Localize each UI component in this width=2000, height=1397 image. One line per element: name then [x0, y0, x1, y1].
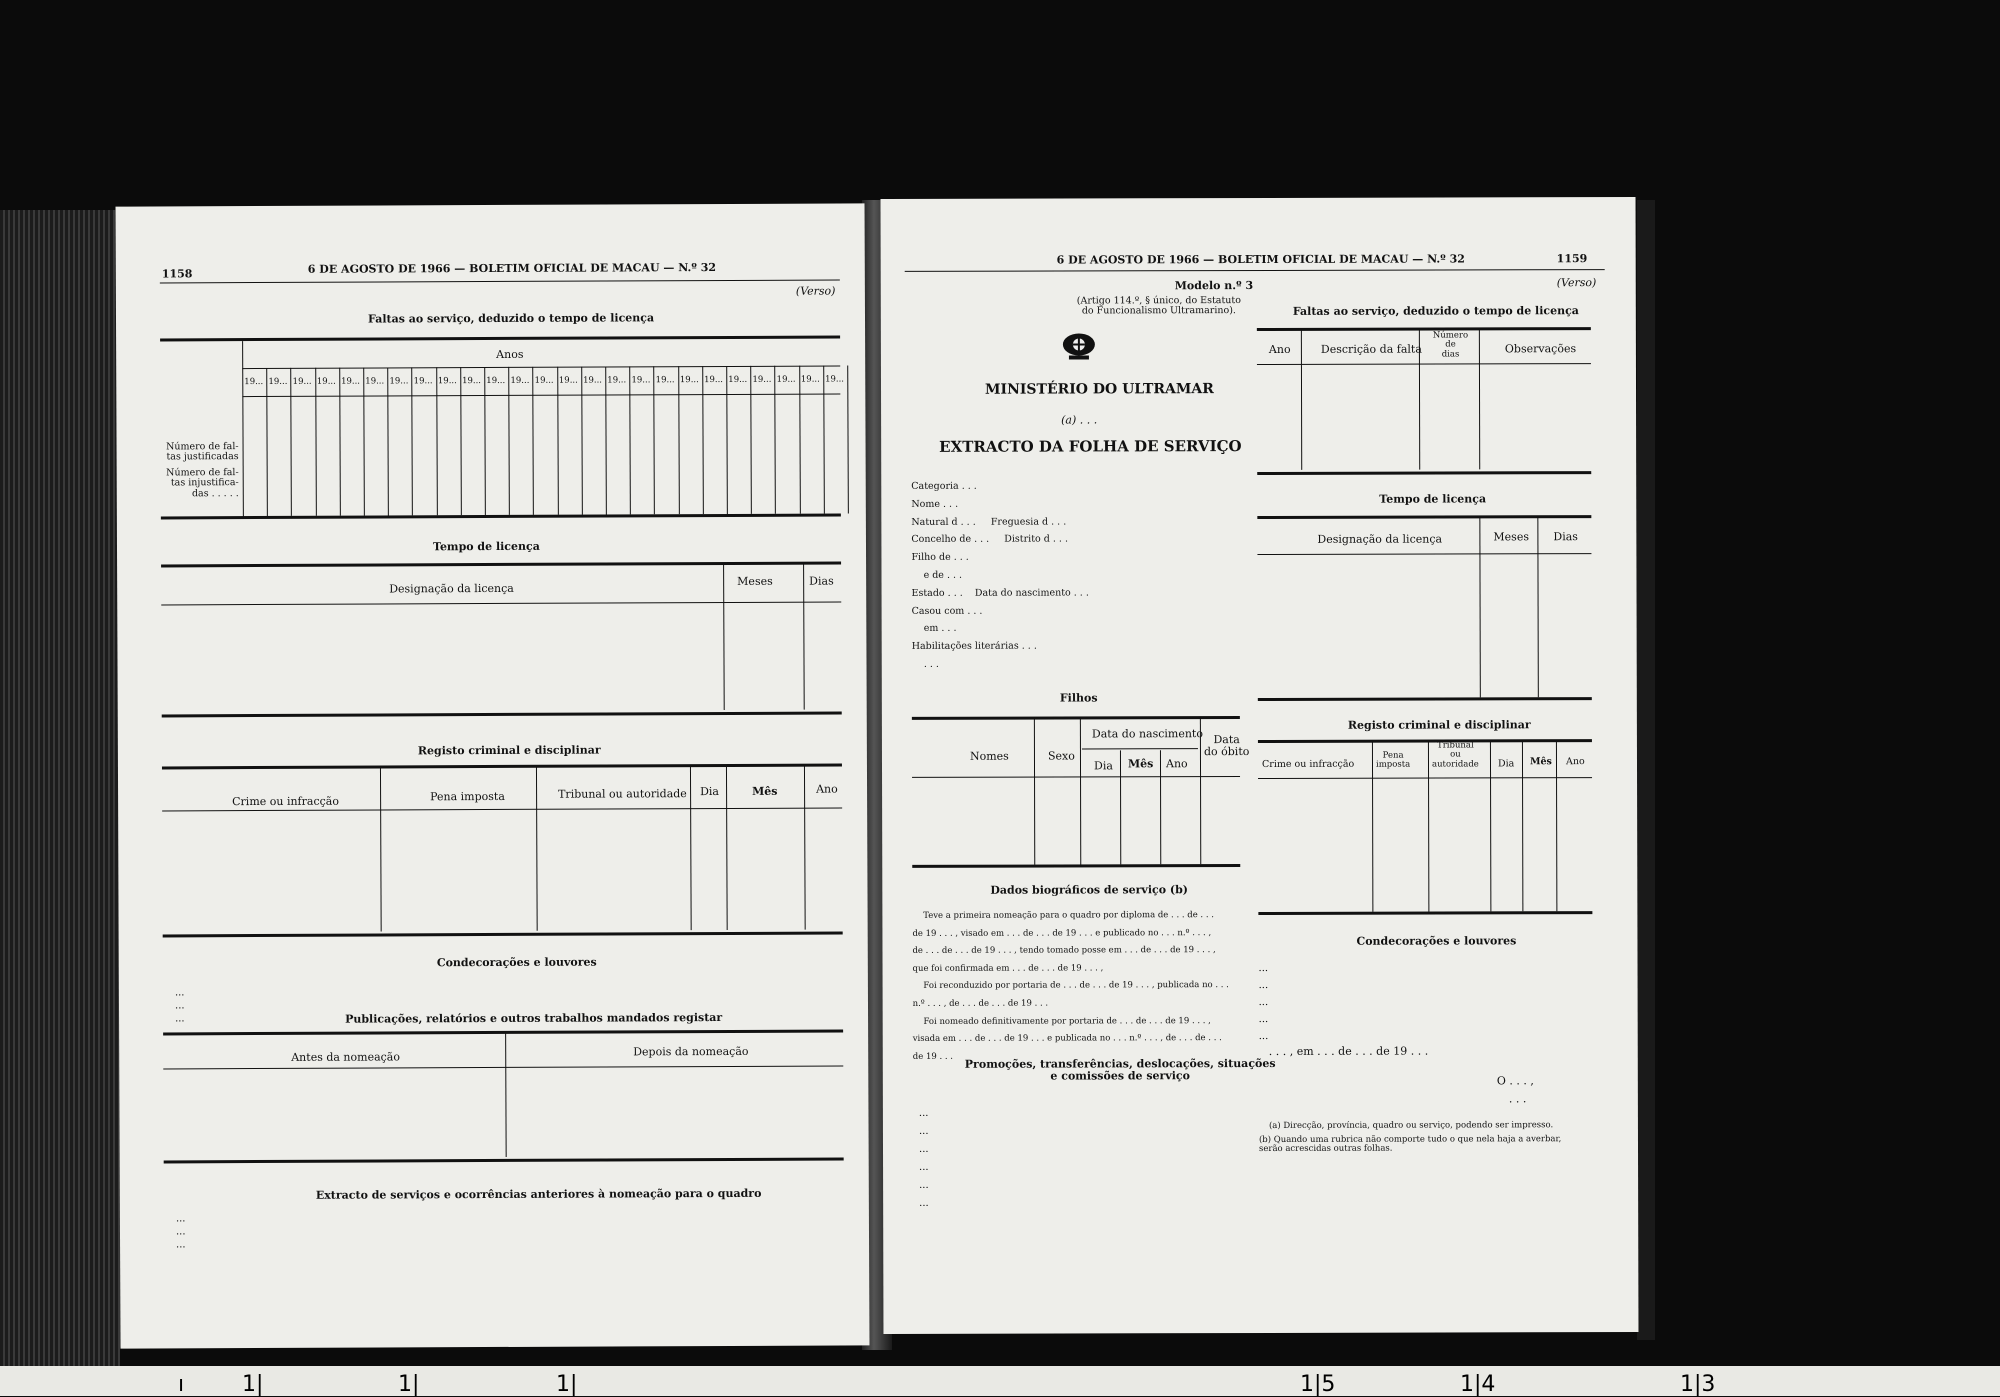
crime-header: Crime ou infracção: [1261, 758, 1355, 770]
year-cell-label: 19...: [389, 376, 409, 387]
verso-label: (Verso): [1556, 276, 1597, 290]
em-line: . . . , em . . . de . . . de 19 . . .: [1268, 1044, 1429, 1058]
row-injustificadas: Número de fal- tas injustifica- das . . . . .: [166, 467, 239, 500]
publicacoes-title: Publicações, relatórios e outros trabalhos mandados registar: [345, 1011, 723, 1026]
strip-mark: 1|: [242, 1372, 264, 1397]
tempo-div-1: [1479, 517, 1480, 697]
strip-mark: 1|: [556, 1372, 578, 1397]
year-column-divider: [581, 367, 583, 515]
book-right-edge: [1637, 200, 1655, 1340]
year-column-divider: [508, 367, 510, 515]
dias-header: Dias: [1553, 530, 1578, 544]
year-column-divider: [726, 366, 728, 514]
registo-div-1: [1372, 742, 1373, 912]
ministerio-title: MINISTÉRIO DO ULTRAMAR: [984, 381, 1214, 398]
faltas-top-rule: [1257, 327, 1591, 331]
designacao-header: Designação da licença: [389, 581, 514, 596]
anos-label: Anos: [496, 347, 524, 361]
f-num-header: Número de dias: [1432, 330, 1469, 360]
registo-header-rule: [1258, 777, 1592, 779]
crime-header: Crime ou infracção: [232, 794, 339, 809]
registo-div-1: [380, 767, 382, 931]
year-column-divider: [291, 368, 293, 516]
tempo-header-rule: [161, 601, 841, 605]
footnote-b: (b) Quando uma rubrica não comporte tudo o que nela haja a averbar, serão acrescidas outras folhas.: [1258, 1134, 1562, 1155]
personal-field: Nome . . .: [911, 498, 959, 510]
verso-label: (Verso): [795, 284, 836, 298]
year-cell-label: 19...: [316, 376, 336, 387]
f-ano-header: Ano: [1268, 342, 1291, 356]
left-page: [116, 203, 870, 1348]
registo-div-4: [1522, 741, 1523, 911]
year-column-divider: [412, 367, 414, 515]
condec-title: Condecorações e louvores: [1356, 934, 1517, 948]
tempo-top-rule: [161, 561, 841, 567]
page-number: 1159: [1556, 252, 1588, 266]
header-rule: [905, 269, 1605, 272]
promocoes-dots: ... ... ... ... ... ...: [918, 1107, 929, 1209]
registo-title: Registo criminal e disciplinar: [417, 743, 601, 758]
coat-of-arms-emblem: [1059, 330, 1099, 362]
dados-line: n.º . . . , de . . . de . . . de 19 . . .: [912, 998, 1049, 1009]
year-cell-label: 19...: [462, 376, 482, 387]
year-cell-label: 19...: [534, 375, 554, 386]
personal-field: Categoria . . .: [911, 480, 977, 492]
mes-header: Mês: [1529, 756, 1552, 768]
registo-title: Registo criminal e disciplinar: [1347, 718, 1531, 732]
f-desc-header: Descrição da falta: [1320, 342, 1422, 356]
modelo-label: Modelo n.º 3: [1174, 279, 1254, 293]
year-column-divider: [484, 367, 486, 515]
filhos-div-2: [1080, 718, 1081, 864]
year-cell-label: 19...: [292, 376, 312, 387]
year-cell-label: 19...: [558, 375, 578, 386]
year-cell-label: 19...: [752, 374, 772, 385]
personal-field: . . .: [911, 658, 939, 670]
registo-div-5: [1556, 741, 1557, 911]
year-column-divider: [266, 368, 268, 516]
page-header: 6 DE AGOSTO DE 1966 — BOLETIM OFICIAL DE MACAU — N.º 32: [1056, 252, 1465, 267]
personal-field: Natural d . . . Freguesia d . . .: [911, 516, 1067, 528]
tempo-bottom-rule: [162, 711, 842, 717]
antes-header: Antes da nomeação: [291, 1050, 401, 1064]
pena-header: Pena imposta: [430, 789, 505, 804]
registo-div-4: [726, 766, 728, 930]
tempo-bottom-rule: [1258, 697, 1592, 701]
filhos-top-rule: [912, 716, 1240, 720]
personal-field: Concelho de . . . Distrito d . . .: [911, 533, 1068, 546]
extracto-title: EXTRACTO DA FOLHA DE SERVIÇO: [939, 437, 1242, 456]
year-column-divider: [654, 366, 656, 514]
year-cell-label: 19...: [583, 375, 603, 386]
tempo-col-div-1: [723, 564, 725, 710]
year-column-divider: [605, 366, 607, 514]
filhos-div-4: [1160, 750, 1161, 864]
ano-header: Ano: [816, 782, 838, 796]
registo-div-5: [804, 766, 806, 930]
year-cell-label: 19...: [413, 376, 433, 387]
registo-bottom-rule: [1258, 911, 1592, 915]
f-obs-header: Observações: [1504, 342, 1577, 356]
tempo-title: Tempo de licença: [1379, 492, 1487, 506]
strip-mark: 1|3: [1680, 1372, 1716, 1397]
year-column-divider: [436, 367, 438, 515]
year-column-divider: [315, 368, 317, 516]
year-column-divider: [799, 366, 801, 514]
faltas-title: Faltas ao serviço, deduzido o tempo de licença: [1292, 304, 1579, 318]
data-obito-header: Data do óbito: [1203, 733, 1250, 759]
year-column-divider: [702, 366, 704, 514]
year-cell-label: 19...: [679, 375, 699, 386]
registo-div-3: [1490, 741, 1491, 911]
dados-title: Dados biográficos de serviço (b): [990, 883, 1188, 897]
year-column-divider: [557, 367, 559, 515]
registo-top-rule: [162, 763, 842, 769]
year-cell-label: 19...: [655, 375, 675, 386]
faltas-header-rule: [1257, 363, 1591, 365]
a-note: (a) . . .: [1061, 413, 1098, 427]
year-column-divider: [533, 367, 535, 515]
year-cell-label: 19...: [486, 375, 506, 387]
year-cell-label: 19...: [437, 376, 457, 387]
registo-bottom-rule: [163, 931, 843, 937]
registo-div-3: [690, 766, 692, 930]
personal-field: Filho de . . .: [911, 551, 969, 564]
year-cell-label: 19...: [776, 374, 796, 385]
faltas-title: Faltas ao serviço, deduzido o tempo de licença: [367, 311, 655, 326]
filhos-bottom-rule: [912, 864, 1240, 868]
year-cell-label: 19...: [510, 375, 530, 386]
registo-div-2: [536, 767, 538, 931]
strip-mark: 1|: [398, 1372, 420, 1397]
year-cell-label: 19...: [704, 374, 724, 386]
page-header: 6 DE AGOSTO DE 1966 — BOLETIM OFICIAL DE MACAU — N.º 32: [307, 261, 717, 276]
personal-field: Casou com . . .: [911, 605, 983, 617]
year-column-divider: [775, 366, 777, 514]
year-column-divider: [363, 368, 365, 516]
ano-header: Ano: [1565, 756, 1585, 768]
filhos-title: Filhos: [1059, 691, 1098, 705]
filhos-header-rule: [912, 776, 1240, 778]
dados-line: Foi nomeado definitivamente por portaria de . . . de . . . de 19 . . . ,: [912, 1015, 1211, 1027]
nascimento-subrule: [1082, 748, 1198, 749]
publicacoes-header-rule: [163, 1065, 843, 1069]
strip-mark: ı: [178, 1372, 185, 1397]
footnote-a: (a) Direcção, província, quadro ou serviço, podendo ser impresso.: [1268, 1120, 1554, 1131]
condec-dots: ... ... ... ... ...: [1258, 962, 1269, 1043]
year-cell-label: 19...: [341, 376, 361, 387]
year-column-divider: [750, 366, 752, 514]
year-column-divider: [678, 366, 680, 514]
year-cell-label: 19...: [800, 374, 820, 385]
publicacoes-bottom-rule: [164, 1157, 844, 1163]
right-page: [881, 197, 1639, 1334]
personal-fields: [911, 480, 1089, 676]
year-cell-label: 19...: [268, 376, 288, 387]
sexo-header: Sexo: [1047, 749, 1075, 763]
strip-mark: 1|5: [1300, 1372, 1336, 1397]
mes-header: Mês: [752, 784, 778, 798]
promocoes-title: Promoções, transferências, deslocações, situações e comissões de serviço: [964, 1056, 1276, 1083]
year-cell-label: 19...: [825, 374, 845, 385]
tempo-title: Tempo de licença: [432, 539, 540, 554]
faltas-top-rule: [160, 335, 840, 341]
dados-text: [912, 910, 1229, 1069]
o-line: O . . . ,: [1496, 1074, 1534, 1088]
tempo-col-div-2: [803, 564, 805, 710]
year-column-divider: [339, 368, 341, 516]
ano-header: Ano: [1165, 757, 1188, 771]
dados-line: de 19 . . .: [912, 1051, 953, 1062]
year-cell-label: 19...: [244, 376, 264, 388]
dias-header: Dias: [809, 574, 834, 588]
header-rule: [160, 279, 840, 283]
personal-field: Habilitações literárias . . .: [911, 640, 1037, 653]
year-cells: [116, 203, 865, 206]
nomes-header: Nomes: [969, 749, 1009, 763]
personal-field: e de . . .: [911, 569, 963, 581]
faltas-bottom-rule: [161, 513, 841, 519]
data-nascimento-header: Data do nascimento: [1091, 727, 1203, 741]
personal-field: em . . .: [911, 623, 957, 635]
dia-header: Dia: [1093, 759, 1113, 773]
tempo-header-rule: [1257, 553, 1591, 555]
tribunal-header: Tribunal ou autoridade: [558, 787, 687, 801]
dados-line: que foi confirmada em . . . de . . . de 19 . . . ,: [912, 963, 1104, 974]
publicacoes-divider: [505, 1033, 507, 1157]
registo-div-2: [1428, 742, 1429, 912]
designacao-header: Designação da licença: [1317, 532, 1443, 546]
year-column-divider: [847, 365, 849, 513]
meses-header: Meses: [737, 574, 773, 588]
extracto-dots: ... ... ...: [175, 1213, 186, 1251]
dados-line: de . . . de . . . de 19 . . . , tendo tomado posse em . . . de . . . de 19 . . . ,: [912, 945, 1216, 957]
dados-line: de 19 . . . , visado em . . . de . . . de 19 . . . e publicado no . . . n.º . . . ,: [912, 927, 1212, 939]
dados-line: visada em . . . de . . . de 19 . . . e publicada no . . . n.º . . . , de . . . de . . .: [912, 1033, 1222, 1045]
meses-header: Meses: [1493, 530, 1529, 544]
filhos-div-1: [1034, 719, 1035, 865]
year-cell-label: 19...: [365, 376, 385, 387]
faltas-bottom-rule: [1257, 471, 1591, 475]
row-justificadas: Número de fal- tas justificadas: [166, 441, 239, 463]
tribunal-header: Tribunal ou autoridade: [1431, 740, 1479, 770]
filhos-div-3: [1120, 750, 1121, 864]
book-page-edges: [0, 210, 120, 1370]
tempo-div-2: [1537, 517, 1538, 697]
depois-header: Depois da nomeação: [633, 1044, 749, 1059]
extracto-anteriores-title: Extracto de serviços e ocorrências anteriores à nomeação para o quadro: [315, 1186, 762, 1202]
condec-dots: ... ... ...: [174, 987, 185, 1025]
dados-line: Foi reconduzido por portaria de . . . de . . . de 19 . . . , publicada no . . .: [912, 980, 1229, 992]
o-dots: . . .: [1508, 1092, 1527, 1106]
condec-title: Condecorações e louvores: [436, 955, 597, 970]
year-column-divider: [823, 366, 825, 514]
year-column-divider: [460, 367, 462, 515]
strip-mark: 1|4: [1460, 1372, 1496, 1397]
dia-header: Dia: [1497, 758, 1515, 770]
tempo-top-rule: [1257, 515, 1591, 519]
dados-line: Teve a primeira nomeação para o quadro por diploma de . . . de . . .: [912, 910, 1214, 921]
year-cell-label: 19...: [728, 374, 748, 385]
pena-header: Pena imposta: [1375, 750, 1411, 771]
year-cell-label: 19...: [607, 375, 627, 386]
mes-header: Mês: [1127, 757, 1154, 771]
faltas-div-3: [1479, 329, 1480, 469]
personal-field: Estado . . . Data do nascimento . . .: [911, 587, 1089, 599]
publicacoes-top-rule: [163, 1029, 843, 1035]
dia-header: Dia: [700, 785, 720, 799]
year-cell-label: 19...: [631, 375, 651, 386]
year-column-divider: [629, 366, 631, 514]
registo-top-rule: [1258, 739, 1592, 743]
page-number: 1158: [161, 267, 193, 281]
artigo-label: (Artigo 114.º, § único, do Estatuto do Funcionalismo Ultramarino).: [1076, 295, 1241, 317]
year-column-divider: [387, 367, 389, 515]
faltas-div-1: [1301, 330, 1302, 470]
